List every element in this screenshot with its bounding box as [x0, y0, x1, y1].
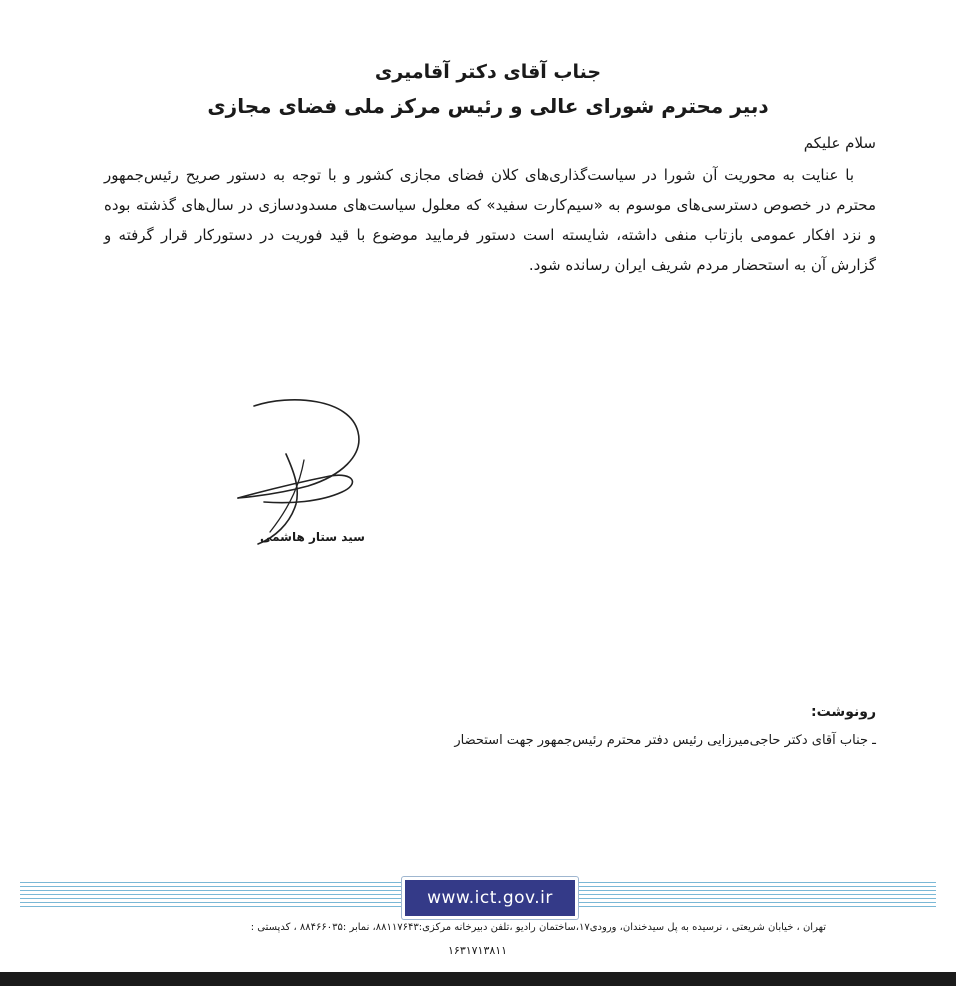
letter-body: با عنایت به محوریت آن شورا در سیاست‌گذاری‌های کلان فضای مجازی کشور و با توجه به دستور صریح رئیس‌جمهور محترم در خصوص دسترسی‌های موسوم به «سیم‌کارت سفید» که معلول سیاست‌های مسدودسازی در سال‌های گذشته بوده و نزد افکار عمومی بازتاب منفی داشته، شایسته است دستور فرمایید موضوع با قید فوریت در دستورکار قرار گرفته و گزارش آن به استحضار مردم شریف ایران رسانده شود. — [104, 166, 876, 274]
recipient-name: جناب آقای دکتر آقامیری — [374, 61, 602, 83]
website-badge[interactable]: www.ict.gov.ir — [402, 877, 578, 919]
letter-heading — [0, 56, 956, 122]
signer-name: سید ستار هاشمی — [260, 530, 365, 544]
postal-code: ۱۶۳۱۷۱۳۸۱۱ — [448, 944, 508, 957]
cc-title: رونوشت: — [811, 704, 876, 720]
footer-address: تهران ، خیابان شریعتی ، نرسیده به پل سیدخندان، ورودی۱۷،ساختمان رادیو ،تلفن دبیرخانه مرکزی:۸۸۱۱۷۶۴۳، نمابر :۸۸۴۶۶۰۳۵ ، کدپستی : — [250, 922, 826, 933]
bottom-bar — [0, 972, 956, 986]
cc-item: ـ جناب آقای دکتر حاجی‌میرزایی رئیس دفتر محترم رئیس‌جمهور جهت استحضار — [454, 733, 876, 748]
greeting: سلام علیکم — [803, 134, 876, 152]
recipient-title: دبیر محترم شورای عالی و رئیس مرکز ملی فضای مجازی — [207, 94, 769, 118]
signature-icon — [230, 392, 370, 552]
